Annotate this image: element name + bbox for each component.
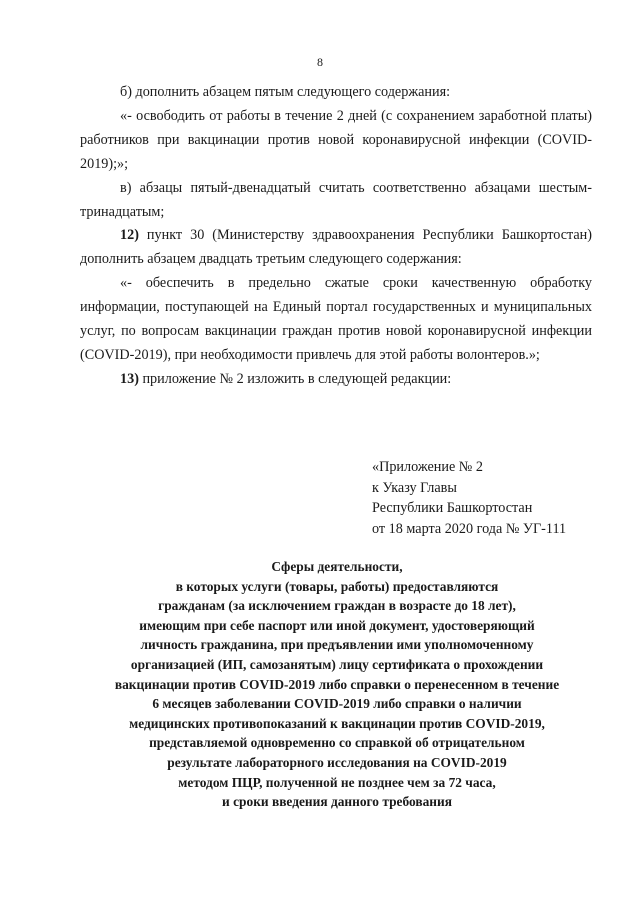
quote-paragraph-1: «- освободить от работы в течение 2 дней (с сохранением заработной платы) работников при вакцинации против новой коронавирусной инфекции (COVID-2019);»; — [80, 107, 592, 172]
appendix-reference — [372, 457, 566, 539]
section-heading — [72, 557, 602, 812]
paragraph-12-text: пункт 30 (Министерству здравоохранения Республики Башкортостан) дополнить абзацем двадцать третьим следующего содержания: — [80, 227, 593, 268]
heading-line: вакцинации против COVID-2019 либо справки о перенесенном в течение — [114, 676, 560, 692]
appendix-line: Республики Башкортостан — [372, 500, 533, 516]
heading-line: 6 месяцев заболевании COVID-2019 либо справки о наличии — [152, 696, 522, 712]
appendix-line: от 18 марта 2020 года № УГ-111 — [372, 520, 567, 537]
quote-paragraph-2: «- обеспечить в предельно сжатые сроки качественную обработку информации, поступающей на Единый портал государственных и муниципальных услуг, по вопросам вакцинации граждан против новой коронавирусной инфекции (COVID-2019), при необходимости привлечь для этой работы волонтеров.»; — [80, 275, 592, 363]
heading-line: имеющим при себе паспорт или иной документ, удостоверяющий — [139, 617, 535, 633]
heading-line: в которых услуги (товары, работы) предоставляются — [175, 578, 499, 594]
document-body — [80, 81, 592, 392]
page-number: 8 — [317, 55, 323, 69]
item-number-12: 12) — [120, 227, 139, 244]
paragraph-b-text: дополнить абзацем пятым следующего содержания: — [135, 84, 451, 100]
appendix-line: «Приложение № 2 — [372, 459, 483, 475]
heading-line: Сферы деятельности, — [271, 559, 403, 574]
heading-line: методом ПЦР, полученной не позднее чем за 72 часа, — [178, 774, 496, 790]
paragraph-13-text: приложение № 2 изложить в следующей редакции: — [142, 370, 452, 387]
appendix-line: к Указу Главы — [372, 479, 457, 496]
item-number-13: 13) — [120, 370, 139, 387]
paragraph-v-text: абзацы пятый-двенадцатый считать соответственно абзацами шестым-тринадцатым; — [80, 179, 592, 220]
heading-line: и сроки введения данного требования — [222, 794, 452, 810]
paragraph-12 — [80, 224, 592, 272]
paragraph-13 — [80, 368, 592, 392]
item-number-b: б) — [120, 84, 132, 100]
heading-line: личность гражданина, при предъявлении ими уполномоченному — [140, 637, 534, 653]
heading-line: результате лабораторного исследования на COVID-2019 — [167, 754, 507, 770]
heading-line: представляемой одновременно со справкой об отрицательном — [149, 735, 525, 751]
item-number-v: в) — [120, 179, 132, 196]
heading-line: организацией (ИП, самозанятым) лицу сертификата о прохождении — [130, 656, 544, 672]
heading-line: медицинских противопоказаний к вакцинации против COVID-2019, — [129, 715, 545, 731]
paragraph-v — [80, 177, 592, 225]
heading-line: гражданам (за исключением граждан в возрасте до 18 лет), — [158, 598, 516, 614]
paragraph-b — [80, 81, 592, 105]
